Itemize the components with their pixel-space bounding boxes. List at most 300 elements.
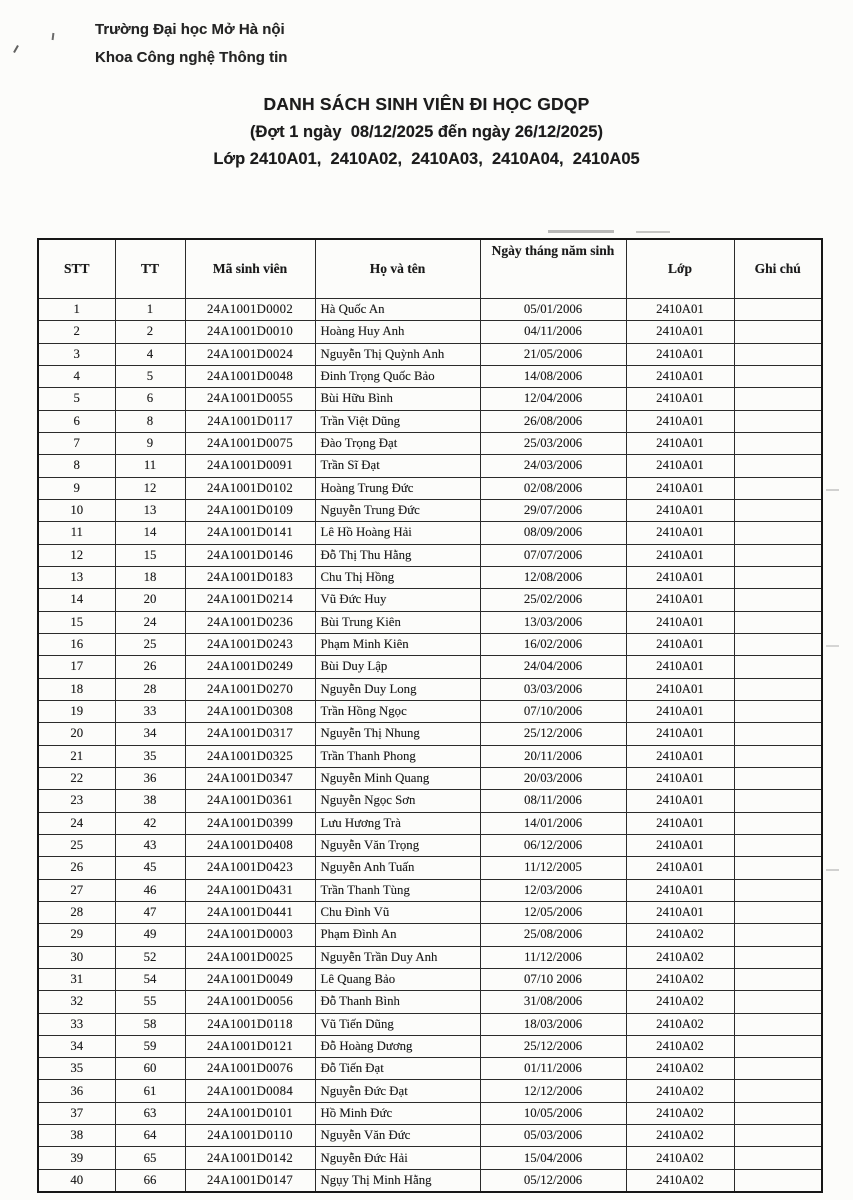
cell-ma-sinh-vien: 24A1001D0325 <box>185 745 315 767</box>
cell-ghi-chu <box>734 1013 822 1035</box>
university-name: Trường Đại học Mở Hà nội <box>95 21 285 38</box>
cell-lop: 2410A01 <box>626 566 734 588</box>
cell-ngay-sinh: 25/03/2006 <box>480 432 626 454</box>
cell-ma-sinh-vien: 24A1001D0236 <box>185 611 315 633</box>
cell-tt: 49 <box>115 924 185 946</box>
cell-ho-va-ten: Nguyễn Thị Nhung <box>315 723 480 745</box>
cell-ma-sinh-vien: 24A1001D0101 <box>185 1102 315 1124</box>
cell-ngay-sinh: 06/12/2006 <box>480 834 626 856</box>
cell-ghi-chu <box>734 1147 822 1169</box>
cell-lop: 2410A02 <box>626 1125 734 1147</box>
cell-stt: 32 <box>38 991 115 1013</box>
cell-ma-sinh-vien: 24A1001D0076 <box>185 1058 315 1080</box>
cell-stt: 30 <box>38 946 115 968</box>
cell-lop: 2410A02 <box>626 968 734 990</box>
cell-tt: 13 <box>115 499 185 521</box>
cell-ghi-chu <box>734 857 822 879</box>
cell-stt: 13 <box>38 566 115 588</box>
cell-ho-va-ten: Trần Việt Dũng <box>315 410 480 432</box>
cell-tt: 14 <box>115 522 185 544</box>
cell-tt: 5 <box>115 365 185 387</box>
cell-stt: 29 <box>38 924 115 946</box>
cell-ngay-sinh: 12/03/2006 <box>480 879 626 901</box>
scan-artifact <box>826 645 839 647</box>
cell-ghi-chu <box>734 991 822 1013</box>
cell-ngay-sinh: 20/03/2006 <box>480 767 626 789</box>
table-row <box>38 700 822 722</box>
cell-ho-va-ten: Lê Hồ Hoàng Hải <box>315 522 480 544</box>
cell-lop: 2410A01 <box>626 611 734 633</box>
faculty-name: Khoa Công nghệ Thông tin <box>95 49 288 66</box>
cell-ho-va-ten: Nguyễn Duy Long <box>315 678 480 700</box>
cell-ngay-sinh: 24/03/2006 <box>480 455 626 477</box>
scan-artifact <box>826 869 839 871</box>
cell-ma-sinh-vien: 24A1001D0146 <box>185 544 315 566</box>
cell-ho-va-ten: Lê Quang Bảo <box>315 968 480 990</box>
cell-lop: 2410A02 <box>626 1169 734 1192</box>
organization-header <box>95 16 287 72</box>
cell-ngay-sinh: 15/04/2006 <box>480 1147 626 1169</box>
header-row <box>38 239 822 299</box>
cell-lop: 2410A02 <box>626 1058 734 1080</box>
cell-ma-sinh-vien: 24A1001D0002 <box>185 299 315 321</box>
table-row <box>38 901 822 923</box>
cell-lop: 2410A01 <box>626 790 734 812</box>
scan-artifact <box>52 33 55 40</box>
cell-ngay-sinh: 07/10 2006 <box>480 968 626 990</box>
cell-ho-va-ten: Chu Đình Vũ <box>315 901 480 923</box>
cell-lop: 2410A01 <box>626 700 734 722</box>
cell-lop: 2410A01 <box>626 455 734 477</box>
cell-ma-sinh-vien: 24A1001D0214 <box>185 589 315 611</box>
document-title-block <box>0 90 853 173</box>
cell-ho-va-ten: Bùi Trung Kiên <box>315 611 480 633</box>
col-header-lop: Lớp <box>626 239 734 299</box>
cell-tt: 25 <box>115 633 185 655</box>
cell-ghi-chu <box>734 968 822 990</box>
cell-ma-sinh-vien: 24A1001D0025 <box>185 946 315 968</box>
cell-ho-va-ten: Phạm Minh Kiên <box>315 633 480 655</box>
table-row <box>38 499 822 521</box>
cell-lop: 2410A01 <box>626 343 734 365</box>
table-row <box>38 566 822 588</box>
table-row <box>38 1147 822 1169</box>
cell-ghi-chu <box>734 589 822 611</box>
cell-tt: 45 <box>115 857 185 879</box>
cell-ma-sinh-vien: 24A1001D0121 <box>185 1035 315 1057</box>
cell-ghi-chu <box>734 946 822 968</box>
table-row <box>38 745 822 767</box>
cell-tt: 24 <box>115 611 185 633</box>
cell-tt: 64 <box>115 1125 185 1147</box>
cell-ma-sinh-vien: 24A1001D0317 <box>185 723 315 745</box>
cell-ho-va-ten: Lưu Hương Trà <box>315 812 480 834</box>
cell-stt: 5 <box>38 388 115 410</box>
cell-ghi-chu <box>734 745 822 767</box>
cell-ngay-sinh: 11/12/2005 <box>480 857 626 879</box>
cell-stt: 3 <box>38 343 115 365</box>
cell-lop: 2410A01 <box>626 432 734 454</box>
cell-ho-va-ten: Vũ Đức Huy <box>315 589 480 611</box>
table-row <box>38 723 822 745</box>
cell-ghi-chu <box>734 812 822 834</box>
cell-ngay-sinh: 14/01/2006 <box>480 812 626 834</box>
cell-ma-sinh-vien: 24A1001D0003 <box>185 924 315 946</box>
scan-artifact <box>636 231 670 233</box>
cell-ma-sinh-vien: 24A1001D0109 <box>185 499 315 521</box>
cell-ho-va-ten: Nguyễn Trần Duy Anh <box>315 946 480 968</box>
cell-ho-va-ten: Nguyễn Văn Trọng <box>315 834 480 856</box>
cell-tt: 15 <box>115 544 185 566</box>
cell-stt: 38 <box>38 1125 115 1147</box>
cell-ma-sinh-vien: 24A1001D0441 <box>185 901 315 923</box>
cell-lop: 2410A02 <box>626 924 734 946</box>
cell-tt: 46 <box>115 879 185 901</box>
cell-stt: 1 <box>38 299 115 321</box>
cell-ngay-sinh: 24/04/2006 <box>480 656 626 678</box>
cell-stt: 34 <box>38 1035 115 1057</box>
cell-ghi-chu <box>734 901 822 923</box>
cell-ghi-chu <box>734 388 822 410</box>
col-header-ho-va-ten: Họ và tên <box>315 239 480 299</box>
cell-ngay-sinh: 25/08/2006 <box>480 924 626 946</box>
cell-tt: 42 <box>115 812 185 834</box>
cell-ma-sinh-vien: 24A1001D0010 <box>185 321 315 343</box>
table-row <box>38 299 822 321</box>
cell-ho-va-ten: Đỗ Thị Thu Hằng <box>315 544 480 566</box>
cell-tt: 36 <box>115 767 185 789</box>
cell-ngay-sinh: 05/01/2006 <box>480 299 626 321</box>
cell-ghi-chu <box>734 767 822 789</box>
cell-ngay-sinh: 08/09/2006 <box>480 522 626 544</box>
cell-tt: 11 <box>115 455 185 477</box>
cell-ho-va-ten: Chu Thị Hồng <box>315 566 480 588</box>
cell-lop: 2410A01 <box>626 410 734 432</box>
cell-ngay-sinh: 18/03/2006 <box>480 1013 626 1035</box>
cell-tt: 1 <box>115 299 185 321</box>
cell-ho-va-ten: Trần Sĩ Đạt <box>315 455 480 477</box>
cell-lop: 2410A01 <box>626 834 734 856</box>
cell-ghi-chu <box>734 1169 822 1192</box>
table-row <box>38 1169 822 1192</box>
cell-tt: 55 <box>115 991 185 1013</box>
cell-ho-va-ten: Nguyễn Ngọc Sơn <box>315 790 480 812</box>
table-row <box>38 477 822 499</box>
table-row <box>38 1035 822 1057</box>
cell-tt: 60 <box>115 1058 185 1080</box>
cell-ma-sinh-vien: 24A1001D0408 <box>185 834 315 856</box>
cell-tt: 65 <box>115 1147 185 1169</box>
cell-stt: 17 <box>38 656 115 678</box>
cell-ho-va-ten: Nguyễn Trung Đức <box>315 499 480 521</box>
scan-artifact <box>13 45 19 53</box>
cell-stt: 22 <box>38 767 115 789</box>
cell-ho-va-ten: Đỗ Thanh Bình <box>315 991 480 1013</box>
cell-ghi-chu <box>734 566 822 588</box>
cell-stt: 14 <box>38 589 115 611</box>
table-row <box>38 924 822 946</box>
cell-stt: 40 <box>38 1169 115 1192</box>
cell-lop: 2410A02 <box>626 1013 734 1035</box>
cell-lop: 2410A01 <box>626 299 734 321</box>
table-row <box>38 857 822 879</box>
cell-stt: 16 <box>38 633 115 655</box>
cell-ngay-sinh: 10/05/2006 <box>480 1102 626 1124</box>
student-table-wrapper <box>37 238 823 1193</box>
cell-lop: 2410A01 <box>626 745 734 767</box>
document-title: DANH SÁCH SINH VIÊN ĐI HỌC GDQP <box>263 94 590 114</box>
student-table <box>37 238 823 1193</box>
cell-ho-va-ten: Bùi Hữu Bình <box>315 388 480 410</box>
table-row <box>38 611 822 633</box>
table-row <box>38 544 822 566</box>
table-row <box>38 790 822 812</box>
cell-ghi-chu <box>734 410 822 432</box>
cell-tt: 8 <box>115 410 185 432</box>
cell-tt: 38 <box>115 790 185 812</box>
cell-lop: 2410A01 <box>626 499 734 521</box>
cell-ma-sinh-vien: 24A1001D0110 <box>185 1125 315 1147</box>
scan-artifact <box>826 489 839 491</box>
cell-tt: 35 <box>115 745 185 767</box>
cell-ghi-chu <box>734 455 822 477</box>
cell-tt: 52 <box>115 946 185 968</box>
document-subtitle-dates: (Đợt 1 ngày 08/12/2025 đến ngày 26/12/2025) <box>250 123 603 141</box>
cell-ho-va-ten: Đào Trọng Đạt <box>315 432 480 454</box>
cell-lop: 2410A01 <box>626 879 734 901</box>
scan-artifact <box>548 230 614 233</box>
cell-ghi-chu <box>734 834 822 856</box>
cell-ho-va-ten: Hà Quốc An <box>315 299 480 321</box>
cell-ngay-sinh: 07/07/2006 <box>480 544 626 566</box>
table-row <box>38 812 822 834</box>
cell-ngay-sinh: 25/02/2006 <box>480 589 626 611</box>
cell-tt: 9 <box>115 432 185 454</box>
cell-lop: 2410A01 <box>626 321 734 343</box>
cell-ma-sinh-vien: 24A1001D0118 <box>185 1013 315 1035</box>
cell-ngay-sinh: 03/03/2006 <box>480 678 626 700</box>
cell-lop: 2410A01 <box>626 388 734 410</box>
cell-ghi-chu <box>734 477 822 499</box>
cell-ghi-chu <box>734 1102 822 1124</box>
table-row <box>38 1013 822 1035</box>
cell-ngay-sinh: 07/10/2006 <box>480 700 626 722</box>
cell-ghi-chu <box>734 924 822 946</box>
cell-ngay-sinh: 31/08/2006 <box>480 991 626 1013</box>
cell-ho-va-ten: Hồ Minh Đức <box>315 1102 480 1124</box>
cell-lop: 2410A01 <box>626 477 734 499</box>
cell-ghi-chu <box>734 879 822 901</box>
cell-stt: 20 <box>38 723 115 745</box>
cell-ho-va-ten: Nguyễn Văn Đức <box>315 1125 480 1147</box>
cell-stt: 11 <box>38 522 115 544</box>
cell-ngay-sinh: 11/12/2006 <box>480 946 626 968</box>
cell-ma-sinh-vien: 24A1001D0361 <box>185 790 315 812</box>
cell-ngay-sinh: 16/02/2006 <box>480 633 626 655</box>
cell-ngay-sinh: 14/08/2006 <box>480 365 626 387</box>
cell-ma-sinh-vien: 24A1001D0102 <box>185 477 315 499</box>
col-header-ngay-sinh: Ngày tháng năm sinh <box>480 239 626 299</box>
cell-ho-va-ten: Ngụy Thị Minh Hằng <box>315 1169 480 1192</box>
student-table-body <box>38 299 822 1193</box>
cell-stt: 27 <box>38 879 115 901</box>
table-row <box>38 455 822 477</box>
cell-ghi-chu <box>734 1080 822 1102</box>
table-row <box>38 1080 822 1102</box>
cell-ghi-chu <box>734 678 822 700</box>
cell-ghi-chu <box>734 365 822 387</box>
cell-ho-va-ten: Nguyễn Thị Quỳnh Anh <box>315 343 480 365</box>
cell-ma-sinh-vien: 24A1001D0147 <box>185 1169 315 1192</box>
cell-ma-sinh-vien: 24A1001D0270 <box>185 678 315 700</box>
cell-ghi-chu <box>734 1035 822 1057</box>
cell-tt: 59 <box>115 1035 185 1057</box>
cell-ho-va-ten: Nguyễn Đức Đạt <box>315 1080 480 1102</box>
cell-ma-sinh-vien: 24A1001D0024 <box>185 343 315 365</box>
cell-ho-va-ten: Nguyễn Anh Tuấn <box>315 857 480 879</box>
cell-ma-sinh-vien: 24A1001D0308 <box>185 700 315 722</box>
cell-tt: 63 <box>115 1102 185 1124</box>
cell-lop: 2410A01 <box>626 767 734 789</box>
cell-lop: 2410A01 <box>626 901 734 923</box>
cell-ma-sinh-vien: 24A1001D0084 <box>185 1080 315 1102</box>
cell-lop: 2410A01 <box>626 857 734 879</box>
cell-lop: 2410A01 <box>626 589 734 611</box>
cell-ho-va-ten: Đỗ Hoàng Dương <box>315 1035 480 1057</box>
cell-stt: 15 <box>38 611 115 633</box>
cell-ma-sinh-vien: 24A1001D0141 <box>185 522 315 544</box>
cell-lop: 2410A02 <box>626 946 734 968</box>
col-header-ghi-chu: Ghi chú <box>734 239 822 299</box>
cell-ma-sinh-vien: 24A1001D0347 <box>185 767 315 789</box>
cell-ngay-sinh: 05/12/2006 <box>480 1169 626 1192</box>
cell-lop: 2410A02 <box>626 1080 734 1102</box>
table-row <box>38 946 822 968</box>
cell-tt: 2 <box>115 321 185 343</box>
cell-tt: 18 <box>115 566 185 588</box>
cell-lop: 2410A01 <box>626 633 734 655</box>
cell-ghi-chu <box>734 700 822 722</box>
cell-tt: 47 <box>115 901 185 923</box>
table-row <box>38 1102 822 1124</box>
cell-lop: 2410A02 <box>626 1147 734 1169</box>
cell-ma-sinh-vien: 24A1001D0091 <box>185 455 315 477</box>
table-row <box>38 968 822 990</box>
cell-ngay-sinh: 13/03/2006 <box>480 611 626 633</box>
cell-ghi-chu <box>734 522 822 544</box>
table-row <box>38 633 822 655</box>
cell-stt: 25 <box>38 834 115 856</box>
cell-lop: 2410A01 <box>626 678 734 700</box>
cell-ngay-sinh: 08/11/2006 <box>480 790 626 812</box>
cell-stt: 26 <box>38 857 115 879</box>
table-row <box>38 388 822 410</box>
col-header-ma-sinh-vien: Mã sinh viên <box>185 239 315 299</box>
cell-tt: 61 <box>115 1080 185 1102</box>
cell-stt: 39 <box>38 1147 115 1169</box>
cell-ngay-sinh: 26/08/2006 <box>480 410 626 432</box>
cell-ghi-chu <box>734 321 822 343</box>
cell-stt: 37 <box>38 1102 115 1124</box>
cell-ma-sinh-vien: 24A1001D0399 <box>185 812 315 834</box>
cell-stt: 33 <box>38 1013 115 1035</box>
document-subtitle-classes: Lớp 2410A01, 2410A02, 2410A03, 2410A04, 2410A05 <box>213 150 640 168</box>
cell-lop: 2410A01 <box>626 365 734 387</box>
cell-lop: 2410A02 <box>626 1035 734 1057</box>
cell-stt: 21 <box>38 745 115 767</box>
cell-stt: 35 <box>38 1058 115 1080</box>
cell-stt: 8 <box>38 455 115 477</box>
cell-ghi-chu <box>734 432 822 454</box>
cell-ngay-sinh: 25/12/2006 <box>480 723 626 745</box>
table-row <box>38 522 822 544</box>
cell-ghi-chu <box>734 656 822 678</box>
cell-ma-sinh-vien: 24A1001D0055 <box>185 388 315 410</box>
cell-ho-va-ten: Trần Thanh Phong <box>315 745 480 767</box>
cell-ho-va-ten: Nguyễn Đức Hải <box>315 1147 480 1169</box>
cell-ma-sinh-vien: 24A1001D0423 <box>185 857 315 879</box>
cell-tt: 34 <box>115 723 185 745</box>
cell-ngay-sinh: 02/08/2006 <box>480 477 626 499</box>
cell-ma-sinh-vien: 24A1001D0048 <box>185 365 315 387</box>
cell-lop: 2410A02 <box>626 1102 734 1124</box>
table-row <box>38 589 822 611</box>
cell-ngay-sinh: 12/05/2006 <box>480 901 626 923</box>
cell-stt: 2 <box>38 321 115 343</box>
table-row <box>38 678 822 700</box>
cell-ma-sinh-vien: 24A1001D0117 <box>185 410 315 432</box>
cell-ho-va-ten: Hoàng Trung Đức <box>315 477 480 499</box>
cell-tt: 54 <box>115 968 185 990</box>
table-row <box>38 879 822 901</box>
cell-ho-va-ten: Trần Hồng Ngọc <box>315 700 480 722</box>
cell-ghi-chu <box>734 611 822 633</box>
cell-ma-sinh-vien: 24A1001D0249 <box>185 656 315 678</box>
cell-stt: 36 <box>38 1080 115 1102</box>
cell-stt: 24 <box>38 812 115 834</box>
cell-ghi-chu <box>734 790 822 812</box>
cell-tt: 12 <box>115 477 185 499</box>
cell-lop: 2410A01 <box>626 522 734 544</box>
cell-ghi-chu <box>734 499 822 521</box>
cell-stt: 9 <box>38 477 115 499</box>
cell-ghi-chu <box>734 723 822 745</box>
cell-ngay-sinh: 20/11/2006 <box>480 745 626 767</box>
cell-ghi-chu <box>734 1058 822 1080</box>
cell-ghi-chu <box>734 343 822 365</box>
cell-stt: 12 <box>38 544 115 566</box>
cell-ho-va-ten: Hoàng Huy Anh <box>315 321 480 343</box>
cell-ma-sinh-vien: 24A1001D0243 <box>185 633 315 655</box>
cell-stt: 28 <box>38 901 115 923</box>
cell-ghi-chu <box>734 299 822 321</box>
col-header-tt: TT <box>115 239 185 299</box>
cell-ma-sinh-vien: 24A1001D0183 <box>185 566 315 588</box>
col-header-stt: STT <box>38 239 115 299</box>
table-row <box>38 365 822 387</box>
cell-ngay-sinh: 25/12/2006 <box>480 1035 626 1057</box>
cell-ngay-sinh: 12/04/2006 <box>480 388 626 410</box>
cell-lop: 2410A01 <box>626 812 734 834</box>
cell-tt: 43 <box>115 834 185 856</box>
cell-ngay-sinh: 01/11/2006 <box>480 1058 626 1080</box>
student-table-head <box>38 239 822 299</box>
cell-ma-sinh-vien: 24A1001D0142 <box>185 1147 315 1169</box>
cell-ngay-sinh: 29/07/2006 <box>480 499 626 521</box>
cell-tt: 66 <box>115 1169 185 1192</box>
cell-ho-va-ten: Đỗ Tiến Đạt <box>315 1058 480 1080</box>
cell-stt: 19 <box>38 700 115 722</box>
